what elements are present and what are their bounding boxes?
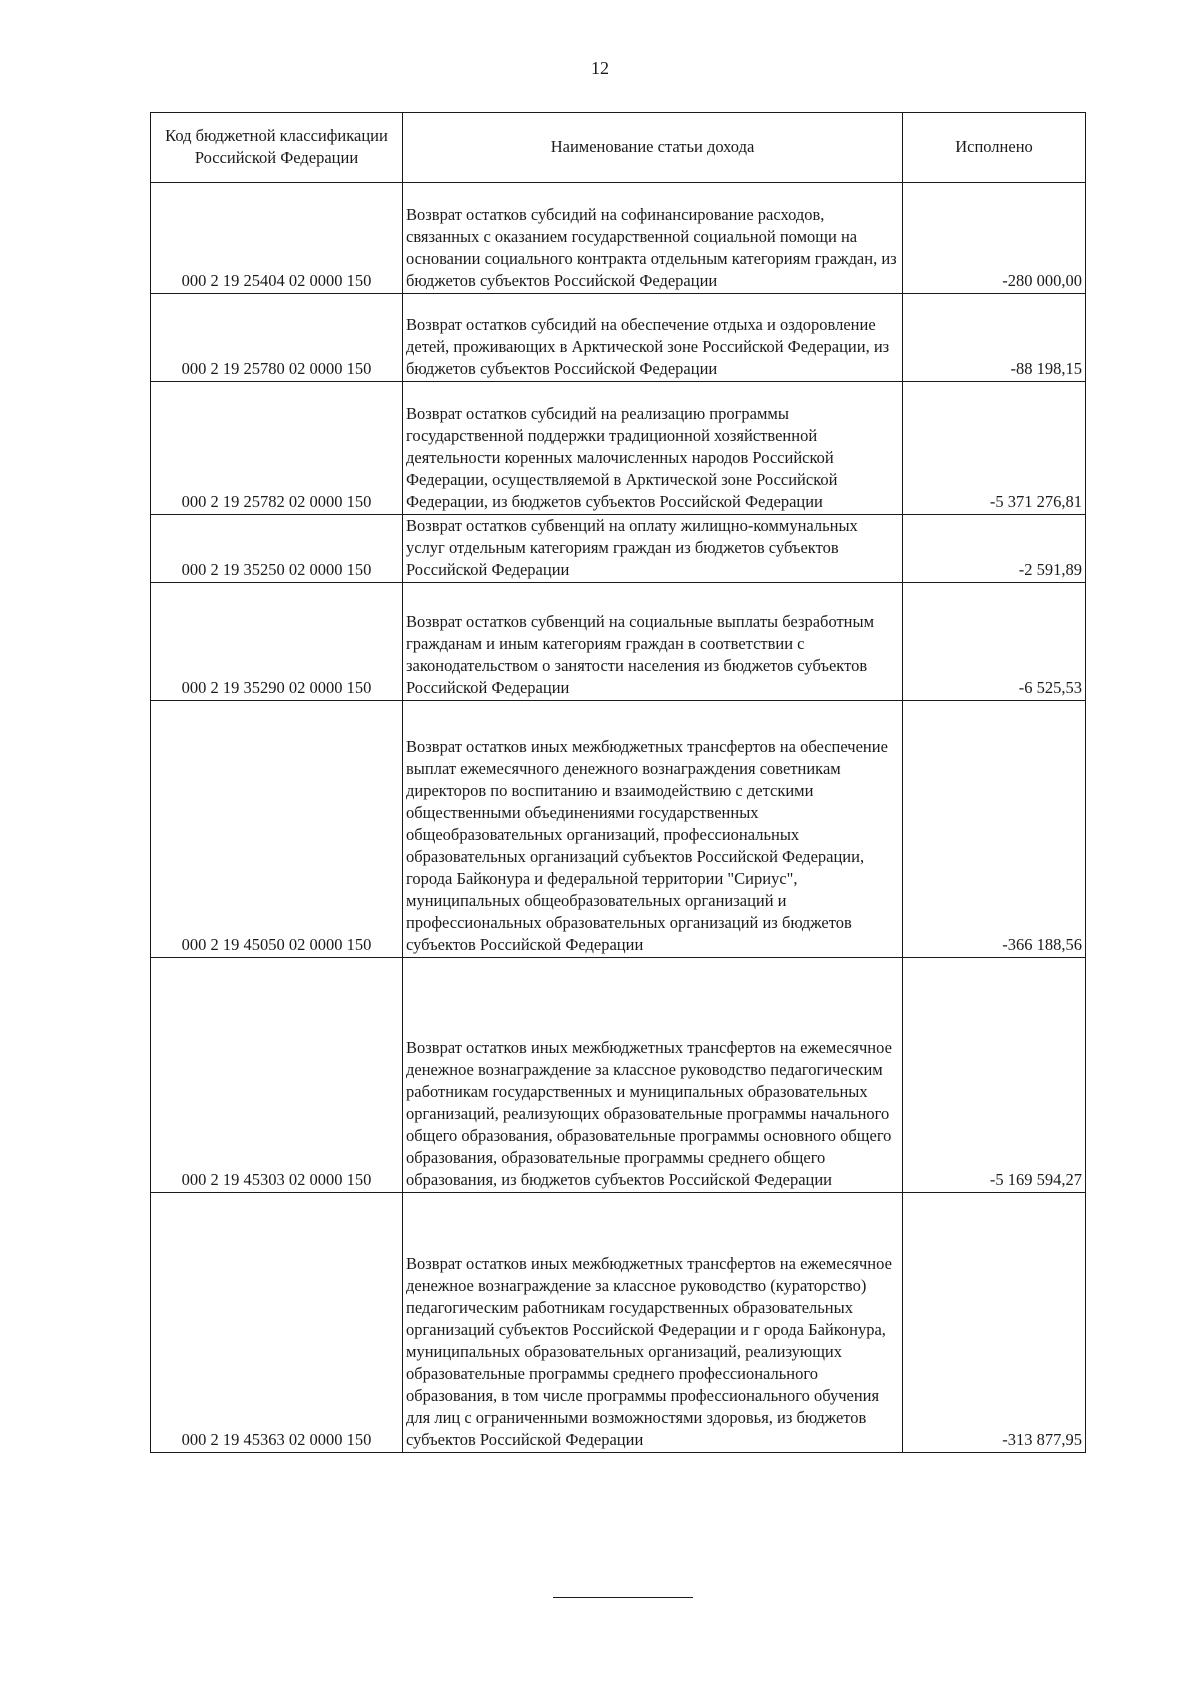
row-code: 000 2 19 45050 02 0000 150 [151,701,403,958]
table-row [151,183,1086,294]
row-name: Возврат остатков иных межбюджетных трансфертов на обеспечение выплат ежемесячного денежного вознаграждения советникам директоров по воспитанию и взаимодействию с детскими общественными объединениями государственных общеобразовательных организаций, профессиональных образовательных организаций субъектов Российской Федерации, города Байконура и федеральной территории "Сириус", муниципальных общеобразовательных организаций и профессиональных образовательных организаций из бюджетов субъектов Российской Федерации [403,701,903,958]
table-row [151,583,1086,701]
table-row [151,701,1086,958]
row-name: Возврат остатков субсидий на реализацию программы государственной поддержки традиционной хозяйственной деятельности коренных малочисленных народов Российской Федерации, осуществляемой в Арктической зоне Российской Федерации, из бюджетов субъектов Российской Федерации [403,382,903,515]
row-amount: -280 000,00 [903,183,1086,294]
row-amount: -6 525,53 [903,583,1086,701]
page-number: 12 [591,58,609,78]
footer-divider [553,1597,693,1598]
header-done: Исполнено [903,113,1086,183]
row-amount: -5 371 276,81 [903,382,1086,515]
row-name: Возврат остатков субсидий на обеспечение отдыха и оздоровление детей, проживающих в Арктической зоне Российской Федерации, из бюджетов субъектов Российской Федерации [403,294,903,382]
row-amount: -5 169 594,27 [903,958,1086,1193]
row-name: Возврат остатков субвенций на социальные выплаты безработным гражданам и иным категориям граждан в соответствии с законодательством о занятости населения из бюджетов субъектов Российской Федерации [403,583,903,701]
row-code: 000 2 19 45303 02 0000 150 [151,958,403,1193]
row-code: 000 2 19 25404 02 0000 150 [151,183,403,294]
header-row [151,113,1086,183]
table-row [151,958,1086,1193]
row-code: 000 2 19 45363 02 0000 150 [151,1193,403,1453]
table-row [151,294,1086,382]
header-name: Наименование статьи дохода [403,113,903,183]
row-amount: -2 591,89 [903,515,1086,583]
table-body [151,183,1086,1453]
table-row [151,1193,1086,1453]
table-row [151,515,1086,583]
table-row [151,382,1086,515]
revenue-table [150,112,1086,1453]
row-code: 000 2 19 35250 02 0000 150 [151,515,403,583]
row-amount: -88 198,15 [903,294,1086,382]
row-amount: -366 188,56 [903,701,1086,958]
row-name: Возврат остатков иных межбюджетных трансфертов на ежемесячное денежное вознаграждение за классное руководство (кураторство) педагогическим работникам государственных образовательных организаций субъектов Российской Федерации и г орода Байконура, муниципальных образовательных организаций, реализующих образовательные программы среднего профессионального образования, в том числе программы профессионального обучения для лиц с ограниченными возможностями здоровья, из бюджетов субъектов Российской Федерации [403,1193,903,1453]
header-code: Код бюджетной классификации Российской Федерации [151,113,403,183]
row-name: Возврат остатков иных межбюджетных трансфертов на ежемесячное денежное вознаграждение за классное руководство педагогическим работникам государственных и муниципальных образовательных организаций, реализующих образовательные программы начального общего образования, образовательные программы основного общего образования, образовательные программы среднего общего образования, из бюджетов субъектов Российской Федерации [403,958,903,1193]
row-code: 000 2 19 35290 02 0000 150 [151,583,403,701]
row-name: Возврат остатков субсидий на софинансирование расходов, связанных с оказанием государственной социальной помощи на основании социального контракта отдельным категориям граждан, из бюджетов субъектов Российской Федерации [403,183,903,294]
row-code: 000 2 19 25782 02 0000 150 [151,382,403,515]
row-amount: -313 877,95 [903,1193,1086,1453]
table-header [151,113,1086,183]
row-code: 000 2 19 25780 02 0000 150 [151,294,403,382]
row-name: Возврат остатков субвенций на оплату жилищно-коммунальных услуг отдельным категориям граждан из бюджетов субъектов Российской Федерации [403,515,903,583]
